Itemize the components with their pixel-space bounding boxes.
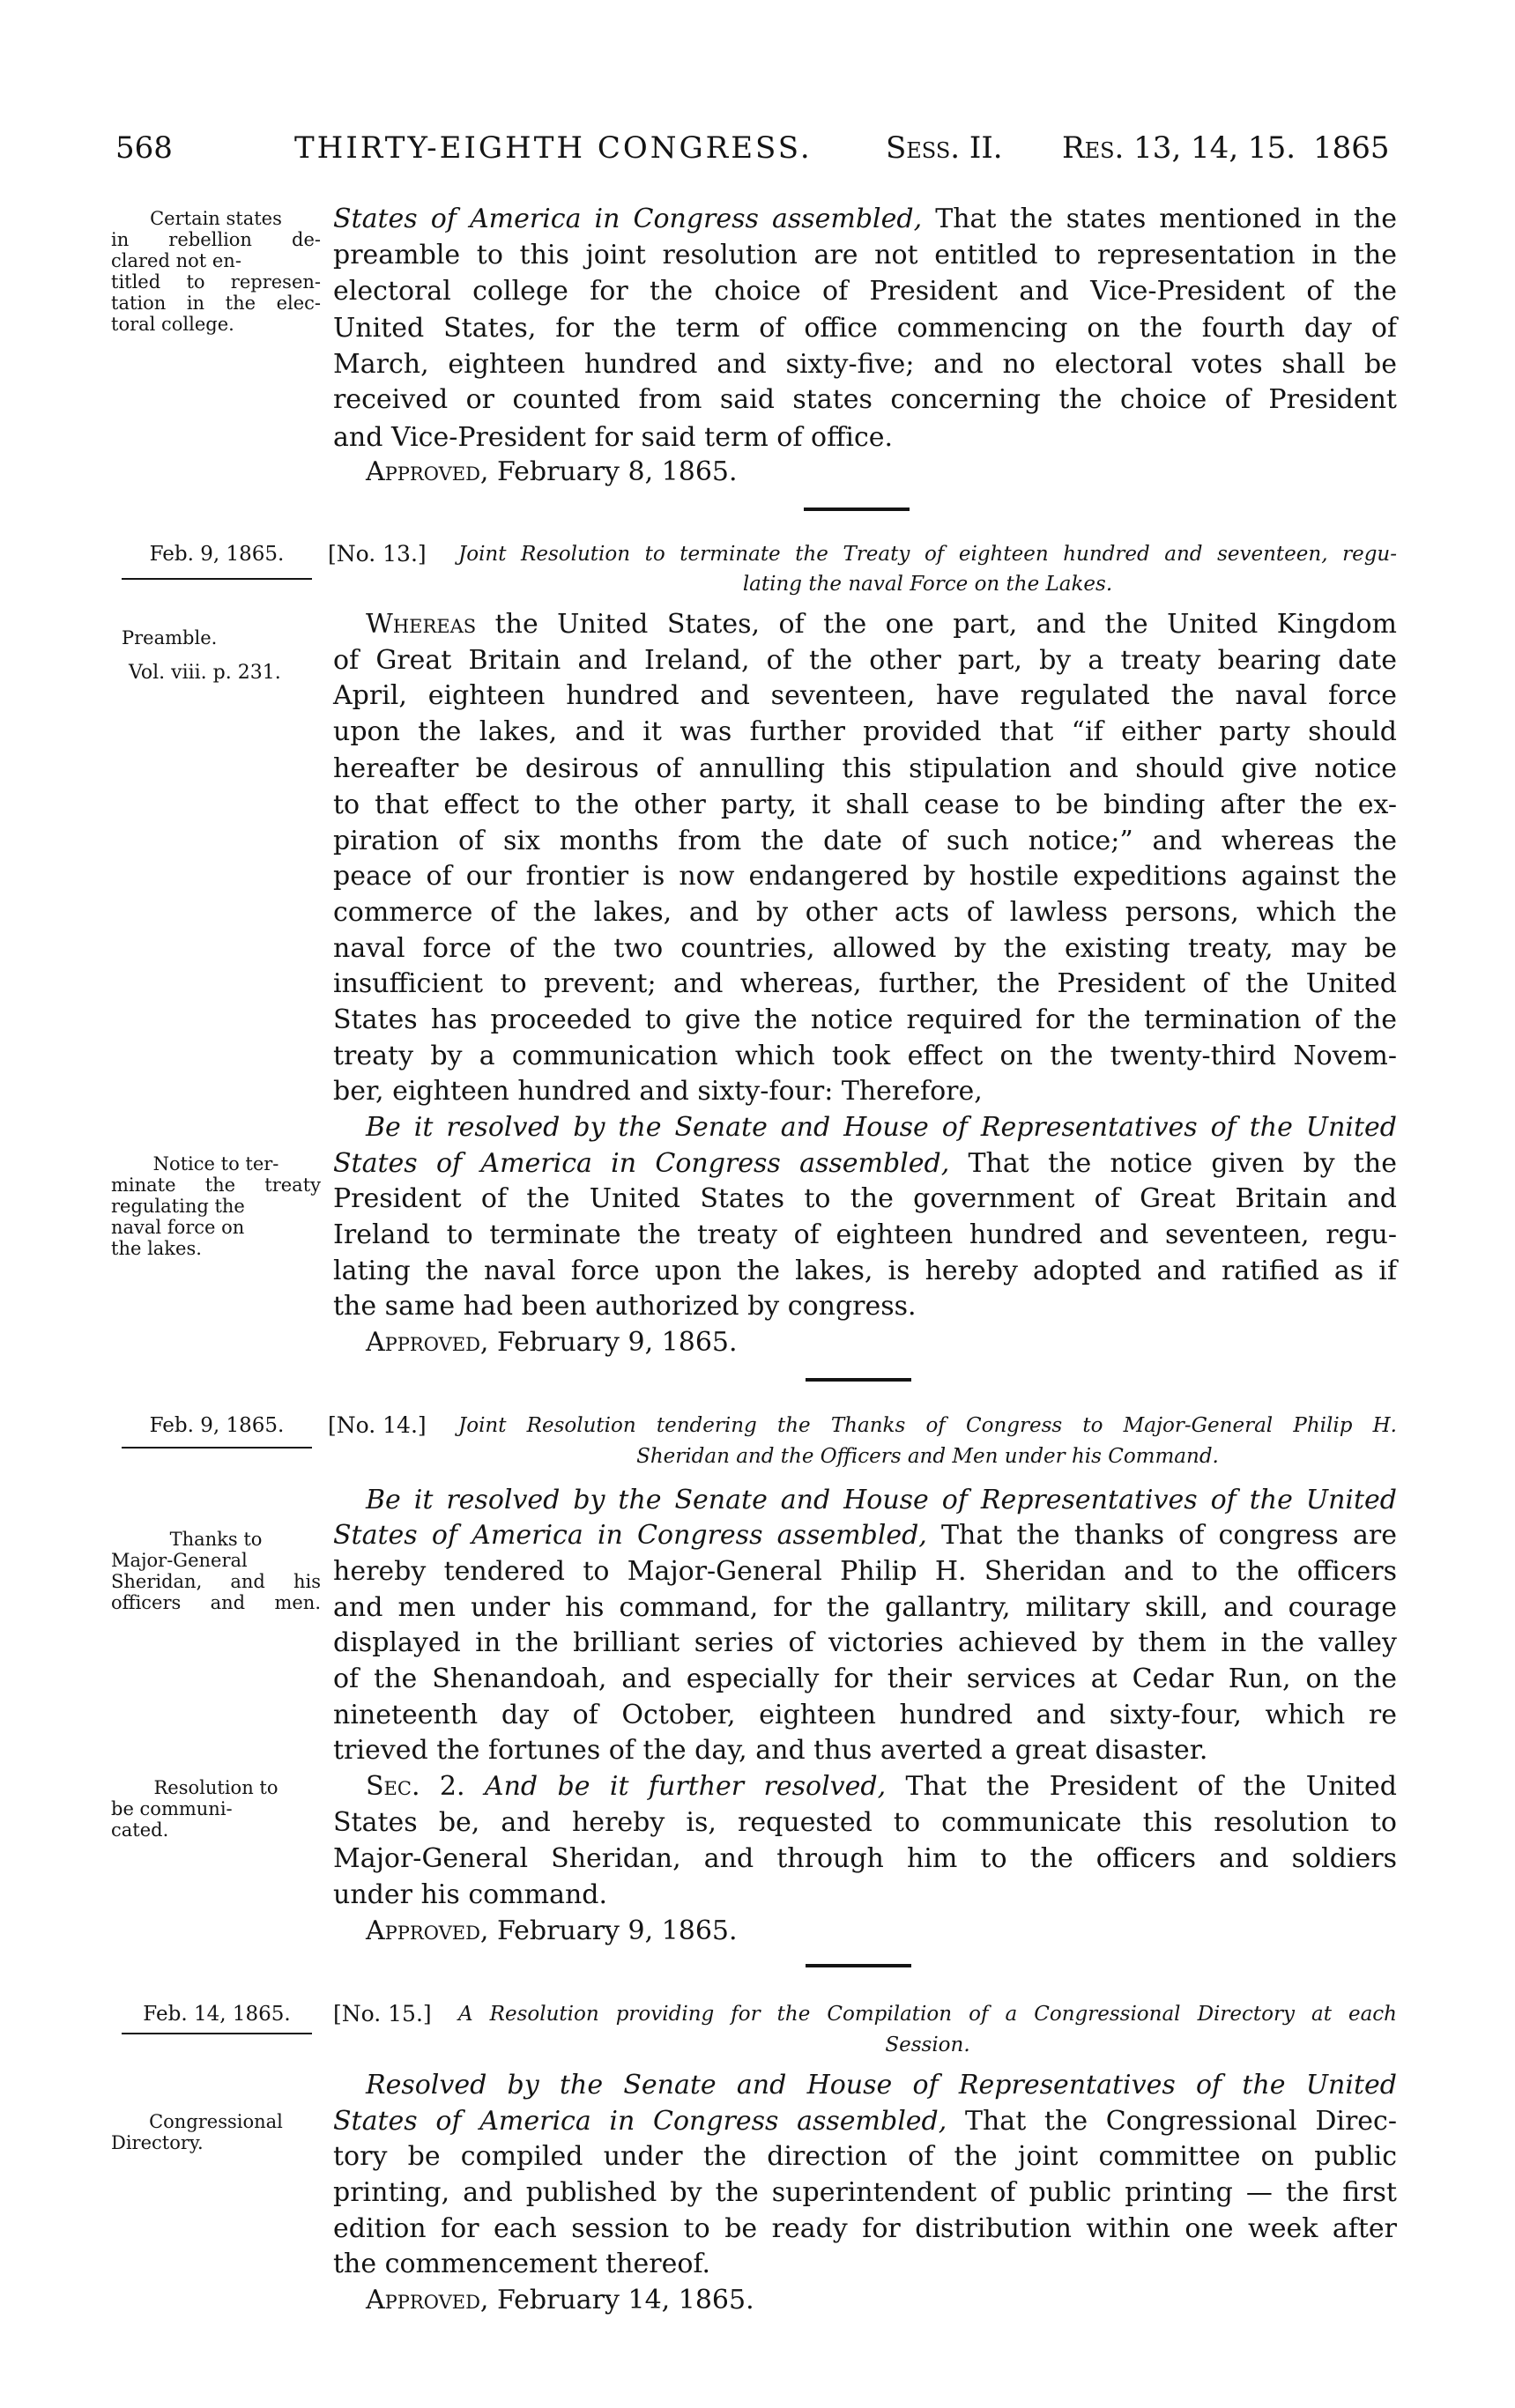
date-underline <box>122 2033 312 2034</box>
body-line: hereafter be desirous of annulling this stipulation and should give notice <box>333 753 1397 784</box>
enacting-clause: Resolved by the Senate and House of Representatives of the United <box>366 2070 1397 2101</box>
body-line: States has proceeded to give the notice required for the termination of the <box>333 1004 1397 1035</box>
body-line: edition for each session to be ready for distribution within one week after <box>333 2213 1397 2244</box>
section-divider <box>804 508 910 511</box>
section-2-line: Sec. 2. And be it further resolved, That the President of the United <box>366 1771 1398 1802</box>
approved-line: Approved, February 9, 1865. <box>366 1327 738 1358</box>
body-line: treaty by a communication which took effect on the twenty-third Novem- <box>333 1041 1397 1071</box>
running-title: THIRTY-EIGHTH CONGRESS. <box>294 130 813 166</box>
body-line: received or counted from said states concerning the choice of President <box>333 384 1397 415</box>
body-line: trieved the fortunes of the day, and thus averted a great disaster. <box>333 1735 1208 1766</box>
enacting-clause: Be it resolved by the Senate and House of Representatives of the United <box>366 1485 1397 1515</box>
enacting-clause: Be it resolved by the Senate and House of Representatives of the United <box>366 1112 1397 1143</box>
resolutions-label: Res. 13, 14, 15. <box>1062 130 1296 166</box>
margin-note-communicate: Resolution to be communi- cated. <box>111 1777 278 1841</box>
body-line: of Great Britain and Ireland, of the other part, by a treaty bearing date <box>333 645 1397 676</box>
page-number: 568 <box>115 130 173 166</box>
body-line: April, eighteen hundred and seventeen, have regulated the naval force <box>333 680 1397 711</box>
res14-number: [No. 14.] <box>328 1412 427 1438</box>
session-label: Sess. II. <box>886 130 1003 166</box>
body-line: the same had been authorized by congress. <box>333 1291 917 1322</box>
date-underline <box>122 1447 312 1449</box>
body-line: and Vice-President for said term of office. <box>333 422 894 453</box>
margin-note-thanks: Thanks to Major-General Sheridan, and his officers and men. <box>111 1529 321 1613</box>
body-line: upon the lakes, and it was further provided that “if either party should <box>333 716 1397 747</box>
body-line: the commencement thereof. <box>333 2249 711 2279</box>
body-line: hereby tendered to Major-General Philip H. Sheridan and to the officers <box>333 1556 1397 1587</box>
body-line: insufficient to prevent; and whereas, further, the President of the United <box>333 968 1397 999</box>
section-divider <box>806 1964 911 1967</box>
body-line: United States, for the term of office commencing on the fourth day of <box>333 313 1397 344</box>
body-line: States of America in Congress assembled, That the Congressional Direc- <box>333 2106 1398 2137</box>
res15-date: Feb. 14, 1865. <box>143 2003 291 2026</box>
margin-note-directory: Congressional Directory. <box>111 2111 283 2153</box>
body-line: of the Shenandoah, and especially for their services at Cedar Run, on the <box>333 1663 1397 1694</box>
body-line: naval force of the two countries, allowed by the existing treaty, may be <box>333 933 1397 964</box>
res13-title-line1: Joint Resolution to terminate the Treaty of eighteen hundred and seventeen, regu- <box>458 543 1397 566</box>
body-line: States of America in Congress assembled, That the states mentioned in the <box>333 204 1397 234</box>
body-line: March, eighteen hundred and sixty-five; and no electoral votes shall be <box>333 349 1397 380</box>
res15-title-line2: Session. <box>885 2034 970 2056</box>
approved-line: Approved, February 8, 1865. <box>366 456 738 487</box>
body-line: President of the United States to the government of Great Britain and <box>333 1183 1397 1214</box>
margin-note-notice: Notice to ter- minate the treaty regulating the naval force on the lakes. <box>111 1153 321 1259</box>
body-line: commerce of the lakes, and by other acts of lawless persons, which the <box>333 897 1397 928</box>
date-underline <box>122 578 312 580</box>
body-line: States of America in Congress assembled, That the notice given by the <box>333 1148 1397 1179</box>
body-line: tory be compiled under the direction of the joint committee on public <box>333 2141 1397 2172</box>
body-line: lating the naval force upon the lakes, is hereby adopted and ratified as if <box>333 1256 1397 1286</box>
approved-line: Approved, February 9, 1865. <box>366 1915 738 1946</box>
section-divider <box>806 1378 911 1382</box>
res14-title-line2: Sheridan and the Officers and Men under his Command. <box>636 1445 1219 1468</box>
margin-note-electoral: Certain states in rebellion de- clared not en- titled to represen- tation in the elec- toral college. <box>111 208 321 335</box>
body-line: peace of our frontier is now endangered by hostile expeditions against the <box>333 861 1397 892</box>
body-line: Whereas the United States, of the one part, and the United Kingdom <box>366 609 1397 640</box>
body-line: to that effect to the other party, it shall cease to be binding after the ex- <box>333 789 1397 820</box>
body-line: electoral college for the choice of President and Vice-President of the <box>333 276 1397 307</box>
body-line: under his command. <box>333 1879 608 1910</box>
body-line: piration of six months from the date of such notice;” and whereas the <box>333 826 1397 856</box>
body-line: and men under his command, for the gallantry, military skill, and courage <box>333 1592 1397 1623</box>
body-line: Major-General Sheridan, and through him to the officers and soldiers <box>333 1843 1397 1874</box>
body-line: nineteenth day of October, eighteen hundred and sixty-four, which re <box>333 1700 1397 1730</box>
res13-date: Feb. 9, 1865. <box>149 543 285 566</box>
approved-line: Approved, February 14, 1865. <box>366 2285 754 2315</box>
header-year: 1865 <box>1313 130 1390 166</box>
res15-number: [No. 15.] <box>333 2001 432 2026</box>
margin-note-preamble: Preamble. <box>122 627 218 648</box>
res14-title-line1: Joint Resolution tendering the Thanks of Congress to Major-General Philip H. <box>458 1414 1397 1437</box>
body-line: displayed in the brilliant series of victories achieved by them in the valley <box>333 1627 1397 1658</box>
res15-title-line1: A Resolution providing for the Compilation of a Congressional Directory at each <box>458 2003 1397 2026</box>
margin-note-reference: Vol. viii. p. 231. <box>129 662 281 684</box>
body-line: printing, and published by the superintendent of public printing — the first <box>333 2177 1397 2208</box>
res14-date: Feb. 9, 1865. <box>149 1414 285 1437</box>
body-line: States be, and hereby is, requested to communicate this resolution to <box>333 1807 1397 1838</box>
res13-title-line2: lating the naval Force on the Lakes. <box>742 573 1113 596</box>
body-line: Ireland to terminate the treaty of eighteen hundred and seventeen, regu- <box>333 1219 1397 1250</box>
body-line: States of America in Congress assembled, That the thanks of congress are <box>333 1520 1397 1551</box>
body-line: ber, eighteen hundred and sixty-four: Therefore, <box>333 1076 983 1107</box>
res13-number: [No. 13.] <box>328 541 427 567</box>
body-line: preamble to this joint resolution are not entitled to representation in the <box>333 240 1397 270</box>
